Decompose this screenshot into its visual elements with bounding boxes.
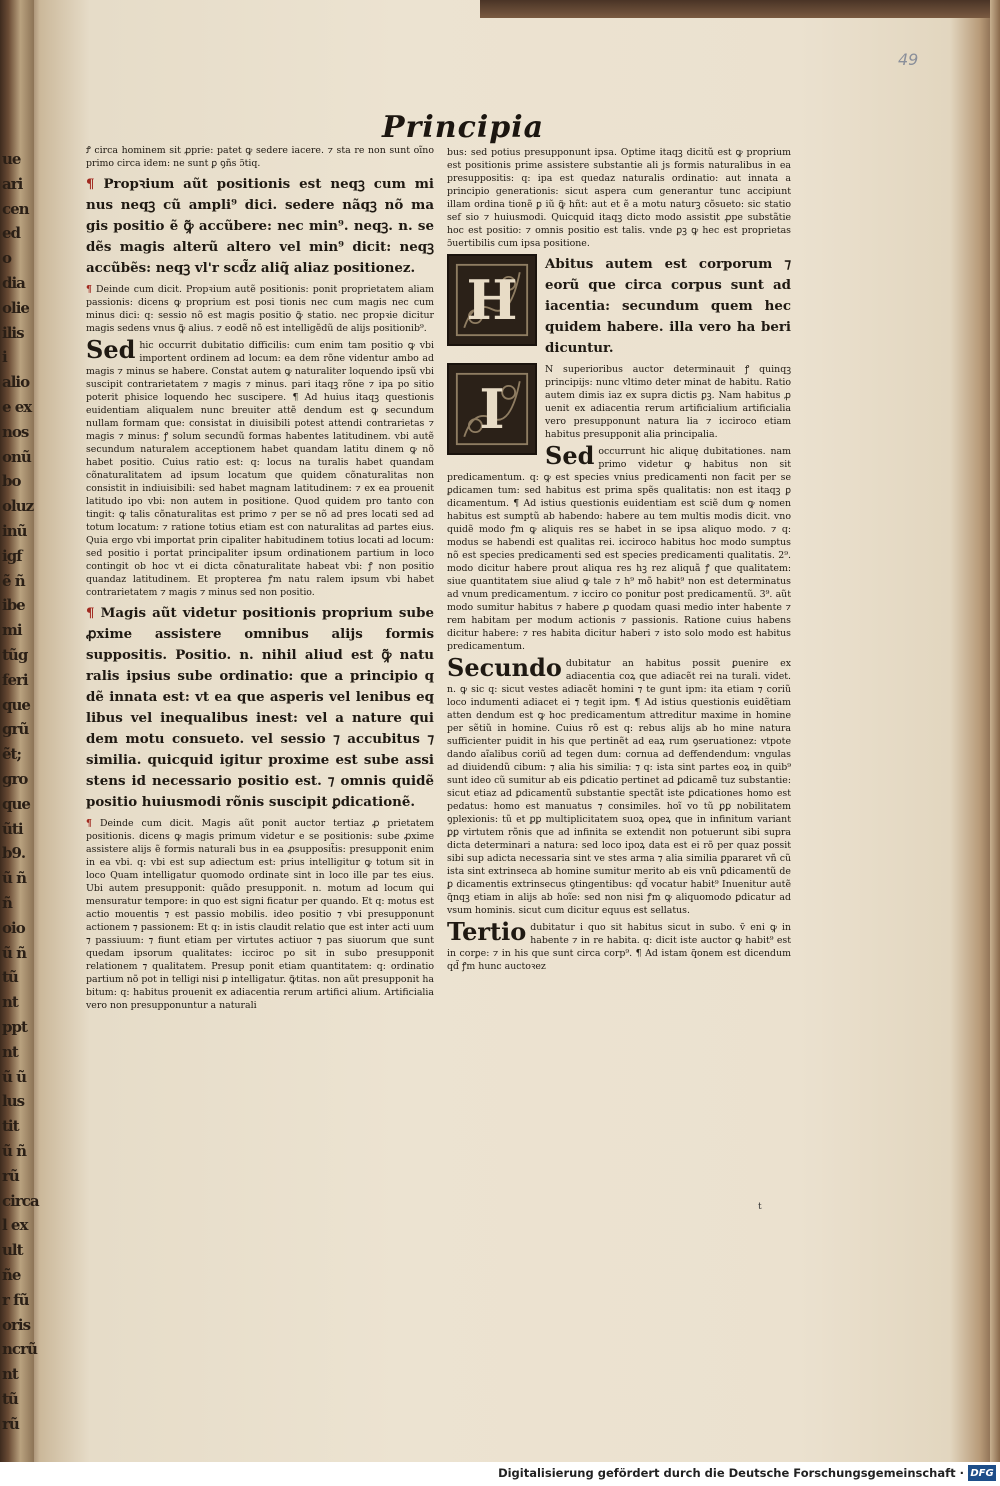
facing-page-fragment: ẽt;	[2, 745, 22, 764]
facing-page-fragment: ñ	[2, 894, 12, 912]
facing-page-fragment: o	[2, 249, 12, 268]
initial-letter: I	[479, 376, 505, 441]
facing-page-fragment: grũ	[2, 720, 29, 739]
pilcrow-mark: ¶	[86, 284, 92, 295]
facing-page-fragment: ari	[2, 174, 23, 193]
facing-page-fragment: rũ	[2, 1166, 19, 1185]
left-column-paragraph	[86, 144, 434, 170]
running-title: Principia	[382, 110, 545, 145]
left-column	[86, 144, 434, 1016]
paragraph-text: N superioribus auctor determinauit ꝭ quinqꝫ principijs: nunc vltimo deter minat de habitu. Ratio autem dimis iaz ex supra dictis ꝑꝫ. Nam habitus ꝓ uenit ex adiacentia rerum artificialium artificialia vero presupponunt natura lia ⁊ icciroco etiam habitus presupponit alia principalia.	[545, 364, 791, 440]
facing-page-fragment: ue	[2, 150, 21, 168]
paragraph-text: Propꝛium aũt positionis est neqꝫ cum mi nus neqꝫ cũ ampli⁹ dici. sedere nãqꝫ nõ ma gis positio ẽ ꝙ̃ accũbere: nec min⁹. neqꝫ. n. se dẽs magis alterũ altero vel min⁹ dicit: neqꝫ accũbẽs: neqꝫ vl'r scd̃z aliq̃ aliaz positionez.	[86, 176, 434, 276]
facing-page-fragment: cen	[2, 199, 29, 218]
left-column-paragraph	[86, 603, 434, 813]
facing-page-fragment: que	[2, 695, 30, 714]
facing-page-fragment: ũti	[2, 819, 23, 838]
left-column-paragraph	[86, 817, 434, 1012]
facing-page-fragment: nt	[2, 1042, 18, 1061]
right-column-paragraph	[447, 917, 791, 973]
facing-page-fragment: alio	[2, 373, 30, 392]
incipit-word: Secundo	[447, 653, 562, 682]
paragraph-text: hic occurrit dubitatio difficilis: cum enim tam positio ꝙ vbi importent ordinem ad locum: ea dem rõne videntur ambo ad magis ⁊ minus se habere. Constat autem ꝙ naturaliter loquendo ipsũ vbi suscipit contrarietatem ⁊ magis ⁊ minus. pari itaqꝫ rõne ⁊ ipa po sitio poterit phisice loquendo hec suscipere. ¶ Ad huius itaqꝫ questionis euidentiam aliqualem nunc breuiter attẽ dendum est ꝙ secundum nullam formam que: consistat in diuisibili potest attendi contrarietas ⁊ magis ⁊ minus: ꝭ solum secundũ formas habentes latitudinem. vbi autẽ secundum naturalem acceptionem habet quandam latitu dinem ꝙ nõ habet positio. Cuius ratio est: q: locus na turalis habet quandam cõnaturalitatem ad ipsum locatum que quidem cõnaturalitas non consistit in indiuisibili: sed habet magnam latitudinem: ⁊ ex ea prouenit latitudo ipo vbi: non autem in positione. Quod quidem pro tanto con tingit: ꝙ talis cõnaturalitas est primo ⁊ per se nõ ad pres locati sed ad totum locatum: ⁊ ratione totius etiam est con naturalitas ad partes eius. Quia ergo vbi importat prin cipaliter habitudinem totius locati ad locum: sed positio i portat principaliter ipsum ordinationem partium in loco contingit ob hoc vt ei dicta cõnaturalitate habeat vbi: ꝭ non positio quandaz latitudinem. Et propterea ꝭm natu ralem ipsum vbi habet contrarietatem ⁊ magis ⁊ minus sed non positio.	[86, 340, 434, 598]
paragraph-text: Ꝭ circa hominem sit ꝓprie: patet ꝙ sedere iacere. ⁊ sta re non sunt oĩno primo circa idem: ne sunt ꝑ ꝯñs ɔ̃tiq.	[86, 145, 434, 169]
facing-page-fragment: ñe	[2, 1266, 21, 1284]
facing-page-fragment: ilis	[2, 323, 24, 342]
facing-page-fragment: igf	[2, 546, 22, 565]
left-column-paragraph	[86, 174, 434, 279]
right-column-paragraph	[447, 441, 791, 653]
facing-page-fragment: ũ ñ	[2, 943, 27, 962]
paragraph-text: Deinde cum dicit. Magis aũt ponit auctor tertiaz ꝓ prietatem positionis. dicens ꝙ magis primum videtur e se positionis: sube ꝓxime assistere alijs ẽ formis naturali bus in ea ꝓsupposit̃is: presupponit enim in ea vbi. q: vbi est sup adiectum est: prius intelligitur ꝙ totum sit in loco Quam intelligatur quomodo ordinate sint in loco ille par tes eius. Ubi autem presupponit: quãdo presupponit. n. motum ad locum qui mensuratur tempore: in quo est signi ficatur per quando. Et q: motus est actio mouentis ⁊ est passio mobilis. ideo positio ⁊ vbi presupponunt actionem ⁊ passionem: Et q: in istis claudit relatio que est inter acti uum ⁊ passiuum: ⁊ fiunt etiam per virtutes actiuor ⁊ pas siuorum que sunt quedam ipsorum qualitates: icciroc po sit in subo presupponit relationem ⁊ qualitatem. Presup ponit etiam quantitatem: q: ordinatio partium nõ pot in telligi nisi ꝑ intelligatur. ꝙ̃titas. non aũt presupponit ha bitum: q: habitus prouenit ex adiacentia rerum artifici alium. Artificialia vero non presupponuntur a naturali	[86, 818, 434, 1011]
facing-page-fragment: mi	[2, 621, 22, 640]
paragraph-text: Deinde cum dicit. Propꝛium autẽ positionis: ponit proprietatem aliam passionis: dicens ꝙ proprium est posi tionis nec cum magis nec cum minus dici: q: sessio nõ est magis positio ꝙ̃ statio. nec propꝛie dicitur magis sedens vnus ꝙ̃ alius. ⁊ eodẽ nõ est intelligẽdũ de alijs positionib⁹.	[86, 284, 435, 334]
facing-page-fragment: ed	[2, 224, 21, 243]
facing-page-fragment: circa	[2, 1191, 39, 1210]
facing-page-fragment: ẽ ñ	[2, 571, 25, 590]
decorated-initial	[447, 363, 537, 455]
facing-page-fragment: ibe	[2, 596, 25, 615]
facing-page-fragment: tũ	[2, 1390, 18, 1408]
facing-page-fragment: feri	[2, 670, 28, 689]
facing-page-fragment: l ex	[2, 1216, 28, 1235]
facing-page-fragment: r fũ	[2, 1290, 29, 1309]
left-column-paragraph	[86, 283, 434, 335]
facing-page-fragment: nt	[2, 1365, 18, 1384]
dfg-logo: DFG	[968, 1465, 996, 1481]
facing-page-fragment: rũ	[2, 1414, 19, 1433]
facing-page-fragment: e ex	[2, 398, 32, 416]
facing-page-fragment: inũ	[2, 522, 27, 540]
paragraph-text: Abitus autem est corporum ⁊ eorũ que circa corpus sunt ad iacentia: secundum quem hec quidem habere. illa vero ha beri dicuntur.	[545, 256, 791, 356]
decorated-initial	[447, 254, 537, 346]
facing-page-fragment: que	[2, 794, 30, 813]
facing-page-fragment: dia	[2, 274, 25, 292]
pilcrow-mark: ¶	[86, 605, 95, 621]
facing-page-fragment: ũ ũ	[2, 1067, 27, 1086]
facing-page-fragment: ncrũ	[2, 1340, 37, 1359]
right-column	[447, 146, 791, 977]
footer-credit: Digitalisierung gefördert durch die Deutsche Forschungsgemeinschaft ·	[498, 1466, 964, 1480]
catchword: t	[758, 1202, 762, 1212]
paragraph-text: dubitatur an habitus possit ꝑuenire ex adiacentia coꝝ que adiacẽt rei na turali. videt. n. ꝙ sic q: sicut vestes adiacẽt homini ⁊ te gunt ipm: ita etiam ⁊ coriũ loco indumenti adiacet ei ⁊ tegit ipm. ¶ Ad istius questionis euidẽtiam atten dendum est ꝙ hoc predicamentum attreditur maxime in homine per sẽtiũ in homine. Cuius rõ est q: rebus alijs ab ho mine natura sufficienter puidit in his que pertinẽt ad eaꝝ rum ꝯseruationez: vtpote dando aĩalibus coriũ ad tegen dum: cornua ad deffendendum: vngulas ad diuidendũ cibum: ⁊ alia his similia: ⁊ q: ista sint partes eoꝝ in quib⁹ sunt ideo cũ sumitur ab eis ꝑdicatio pertinet ad ꝑdicamẽ tuz substantie: sicut etiaz ad ꝑdicamentũ substantie spectãt iste ꝑdicationes homo est pedatus: homo est manuatus ⁊ consimiles. hoĩ vo tũ ꝑꝑ nobilitatem ꝯplexionis: tũ et ꝑꝑ multiplicitatem suoꝝ opeꝝ que in infinitum variant ꝑꝑ virtutem rõnis que ad infinita se extendit non potuerunt sibi supra dicta determinari a natura: sed loco ipoꝝ data est ei rõ per quaz possit sibi sup adicta necessaria sint ve stes arma ⁊ alia similia ꝑpararet vñ cũ ista sint extrinseca ab homine sumitur merito ab eis vnũ ꝑdicamentũ de ꝑ dicamentis extrinsecus ꝯtingentibus: qd̃ vocatur habit⁹ Inuenitur autẽ q̃nqꝫ etiam in alijs ab hoĩe: sed non nisi ꝭm ꝙ aliquomodo ꝑdicatur ad vsum hominis. sicut cum dicitur equus est sellatus.	[447, 658, 791, 916]
facing-page-fragment: bo	[2, 472, 21, 491]
facing-page-fragment: oio	[2, 918, 25, 937]
folio-number: 49	[898, 50, 919, 69]
facing-page-fragment: ũ ñ	[2, 869, 27, 888]
facing-page-fragment: tũg	[2, 646, 28, 664]
facing-page-fragment: lus	[2, 1092, 25, 1111]
paragraph-text: bus: sed potius presupponunt ipsa. Optime itaqꝫ dicitũ est ꝙ proprium est positionis prime assistere substantie ali js formis naturalibus in ea presuppositis: q: ipa est quedaz naturalis ordinatio: aut innata a principio generationis: sicut aspera cum generantur tunc accipiunt illam ordina tionẽ ꝑ iũ ꝙ̃ hñt: aut et ẽ a motu naturꝫ cõsueto: sic statio sef sio ⁊ huiusmodi. Quicquid itaqꝫ dicto modo assistit ꝓpe substãtie hoc est positio: ⁊ omnis positio est talis. vnde ꝑꝫ ꝙ hec est proprietas ɔ̃uertibilis cum ipsa positione.	[447, 147, 791, 249]
facing-page-fragment: onũ	[2, 447, 31, 466]
paragraph-text: occurrunt hic aliquę dubitationes. nam primo videtur ꝙ habitus non sit predicamentum. q: ꝙ est species vnius predicamenti non facit per se ꝑdicamen tum: sed habitus est prima spẽs qualitatis: non est itaqꝫ ꝑ dicamentum. ¶ Ad istius questionis euidentiam est sciẽ dum ꝙ nomen habitus est sumptũ ab habendo: habere au tem multis modis dicit. vno quidẽ modo ꝭm ꝙ aliquis res se habet in se ipsa aliquo modo. ⁊ q: modus se habendi est qualitas rei. icciroco habitus hoc modo sumptus nõ est species predicamenti sed est species predicamenti qualitatis. 2⁹. modo dicitur habere prout aliqua res hꝫ rez aliquã ꝭ que qualitatem: siue quantitatem siue aliud ꝙ tale ⁊ h⁹ mõ habit⁹ non est determinatus ad vnum predicamentum. ⁊ icciro co ponitur post predicamentũ. 3⁹. aũt modo sumitur habitus ⁊ habere ꝓ quodam quasi medio inter habente ⁊ rem habitam per modum actionis ⁊ passionis. Ratione cuius habens dicitur habere: ⁊ res habita dicitur haberi ⁊ isto solo modo est habitus predicamentum.	[447, 446, 791, 652]
paragraph-text: dubitatur i quo sit habitus sicut in subo. v̄ eni ꝙ in habente ⁊ in re habita. q: dicit iste auctor ꝙ habit⁹ est in corꝑe: ⁊ in his que sunt circa corp⁹. ¶ Ad istam q̃onem est dicendum qd̃ ꝭm hunc auctoꝛez	[447, 922, 791, 972]
pilcrow-mark: ¶	[86, 176, 95, 192]
incipit-word: Sed	[86, 335, 136, 364]
facing-page-fragment: oluz	[2, 497, 34, 516]
facing-page-fragment: olie	[2, 298, 29, 317]
facing-page-fragment: nt	[2, 993, 18, 1012]
incipit-word: Sed	[545, 441, 595, 470]
facing-page-fragment: oris	[2, 1315, 31, 1334]
facing-page-fragment: b9.	[2, 844, 26, 863]
right-column-paragraph	[447, 146, 791, 250]
left-column-paragraph	[86, 335, 434, 599]
incipit-word: Tertio	[447, 917, 527, 946]
right-column-paragraph	[447, 254, 791, 359]
facing-page-fragment: ult	[2, 1241, 23, 1260]
right-column-paragraph	[447, 363, 791, 441]
page-edge	[990, 0, 1000, 1462]
facing-page-fragment: ppt	[2, 1018, 27, 1036]
facing-page-fragment: nos	[2, 422, 29, 441]
pilcrow-mark: ¶	[86, 818, 92, 829]
facing-page-fragment: tũ	[2, 968, 18, 987]
facing-page-fragment: gro	[2, 770, 28, 788]
right-column-paragraph	[447, 653, 791, 917]
paragraph-text: Magis aũt videtur positionis proprium sube ꝓxime assistere omnibus alijs formis suppositis. Positio. n. nihil aliud est ꝙ̃ natu ralis ipsius sube ordinatio: que a principio q dẽ innata est: vt ea que asperis vel lenibus eq libus vel inequalibus inest: vel a nature qui dem motu consueto. vel sessio ⁊ accubitus ⁊ similia. quicquid igitur proxime est sube assi stens id necessario positio est. ⁊ omnis quidẽ positio huiusmodi rõnis suscipit ꝑdicationẽ.	[86, 605, 434, 810]
binding-edge	[480, 0, 1000, 18]
facing-page-fragment: i	[2, 348, 7, 367]
facing-page-fragment: ũ ñ	[2, 1142, 27, 1160]
initial-letter: H	[466, 267, 518, 332]
facing-page-fragment: tit	[2, 1117, 19, 1136]
